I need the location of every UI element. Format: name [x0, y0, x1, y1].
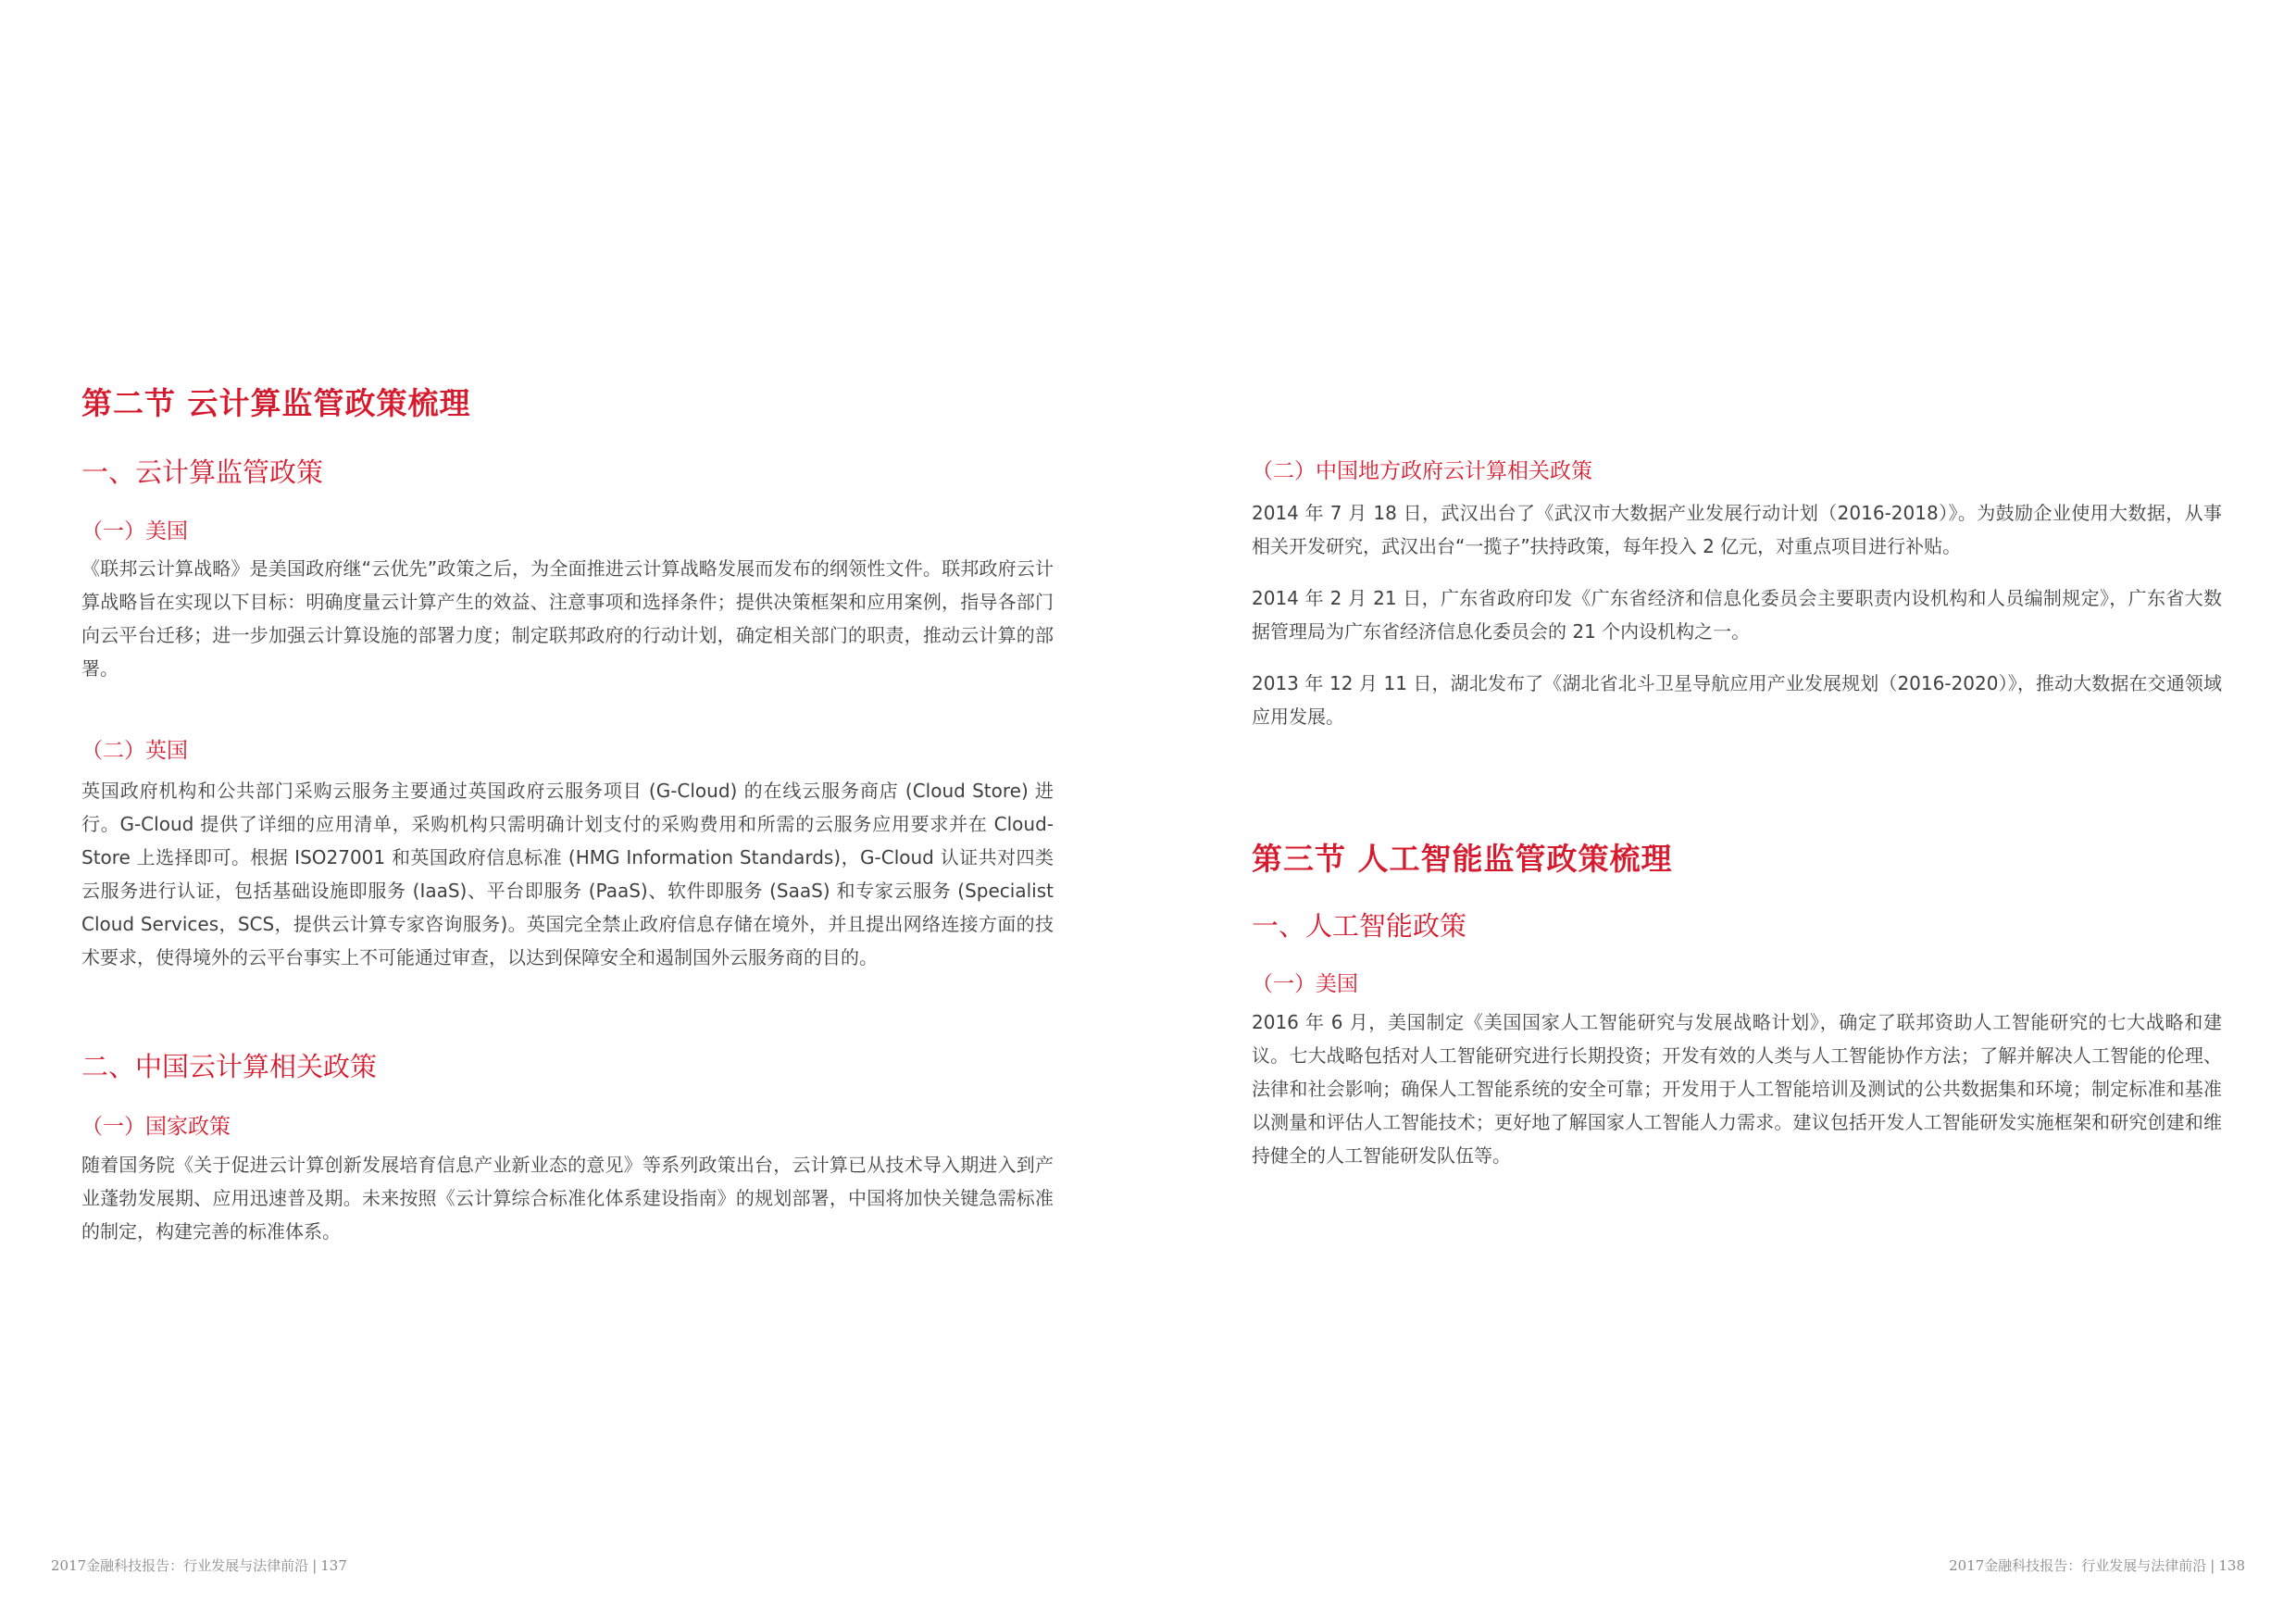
footer-right-separator: | [2210, 1557, 2215, 1574]
paragraph-us: 《联邦云计算战略》是美国政府继“云优先”政策之后，为全面推进云计算战略发展而发布的纲领性文件。联邦政府云计算战略旨在实现以下目标：明确度量云计算产生的效益、注意事项和选择条件；提供决策框架和应用案例，指导各部门向云平台迁移；进一步加强云计算设施的部署力度；制定联邦政府的行动计划，确定相关部门的职责，推动云计算的部署。 [81, 557, 1054, 680]
footer-left [51, 1555, 347, 1575]
paragraph-ai-us: 2016 年 6 月，美国制定《美国国家人工智能研究与发展战略计划》，确定了联邦资助人工智能研究的七大战略和建议。七大战略包括对人工智能研究进行长期投资；开发有效的人类与人工智能协作方法；了解并解决人工智能的伦理、法律和社会影响；确保人工智能系统的安全可靠；开发用于人工智能培训及测试的公共数据集和环境；制定标准和基准以测量和评估人工智能技术；更好地了解国家人工智能人力需求。建议包括开发人工智能研发实施框架和研究创建和维持健全的人工智能研发队伍等。 [1252, 1011, 2222, 1167]
part-title-china-cloud: 二、中国云计算相关政策 [81, 1051, 378, 1082]
section-title-cloud: 第二节 云计算监管政策梳理 [81, 385, 471, 421]
paragraph-national-policy: 随着国务院《关于促进云计算创新发展培育信息产业新业态的意见》等系列政策出台，云计算已从技术导入期进入到产业蓬勃发展期、应用迅速普及期。未来按照《云计算综合标准化体系建设指南》的规划部署，中国将加快关键急需标准的制定，构建完善的标准体系。 [81, 1154, 1054, 1243]
footer-right-title: 2017金融科技报告：行业发展与法律前沿 [1949, 1557, 2207, 1574]
paragraph-wuhan: 2014 年 7 月 18 日，武汉出台了《武汉市大数据产业发展行动计划（2016-2018）》。为鼓励企业使用大数据，从事相关开发研究，武汉出台“一揽子”扶持政策，每年投入 2 亿元，对重点项目进行补贴。 [1252, 502, 2222, 557]
footer-left-page-number: 137 [320, 1557, 347, 1574]
footer-right-page-number: 138 [2218, 1557, 2245, 1574]
paragraph-uk: 英国政府机构和公共部门采购云服务主要通过英国政府云服务项目 (G-Cloud) 的在线云服务商店 (Cloud Store) 进行。G-Cloud 提供了详细的应用清单，采购机构只需明确计划支付的采购费用和所需的云服务应用要求并在 Cloud-Store 上选择即可。根据 ISO27001 和英国政府信息标准 (HMG Information Standards)，G-Cloud 认证共对四类云服务进行认证，包括基础设施即服务 (IaaS)、平台即服务 (PaaS)、软件即服务 (SaaS) 和专家云服务 (Specialist Cloud Services，SCS，提供云计算专家咨询服务)。英国完全禁止政府信息存储在境外，并且提出网络连接方面的技术要求，使得境外的云平台事实上不可能通过审查，以达到保障安全和遏制国外云服务商的目的。 [81, 780, 1054, 968]
heading-us: （一）美国 [81, 519, 188, 543]
footer-left-separator: | [312, 1557, 318, 1574]
footer-right [1949, 1555, 2245, 1575]
part-title-cloud-policy: 一、云计算监管政策 [81, 456, 324, 488]
part-title-ai-policy: 一、人工智能政策 [1252, 910, 1467, 942]
footer-left-title: 2017金融科技报告：行业发展与法律前沿 [51, 1557, 309, 1574]
paragraph-guangdong: 2014 年 2 月 21 日，广东省政府印发《广东省经济和信息化委员会主要职责内设机构和人员编制规定》，广东省大数据管理局为广东省经济信息化委员会的 21 个内设机构之一。 [1252, 587, 2222, 643]
heading-uk: （二）英国 [81, 739, 188, 763]
heading-local-policy: （二）中国地方政府云计算相关政策 [1252, 459, 1592, 483]
heading-ai-us: （一）美国 [1252, 972, 1358, 996]
heading-national-policy: （一）国家政策 [81, 1115, 231, 1139]
section-title-ai: 第三节 人工智能监管政策梳理 [1252, 841, 1673, 877]
paragraph-hubei: 2013 年 12 月 11 日，湖北发布了《湖北省北斗卫星导航应用产业发展规划（2016-2020）》，推动大数据在交通领域应用发展。 [1252, 672, 2222, 728]
